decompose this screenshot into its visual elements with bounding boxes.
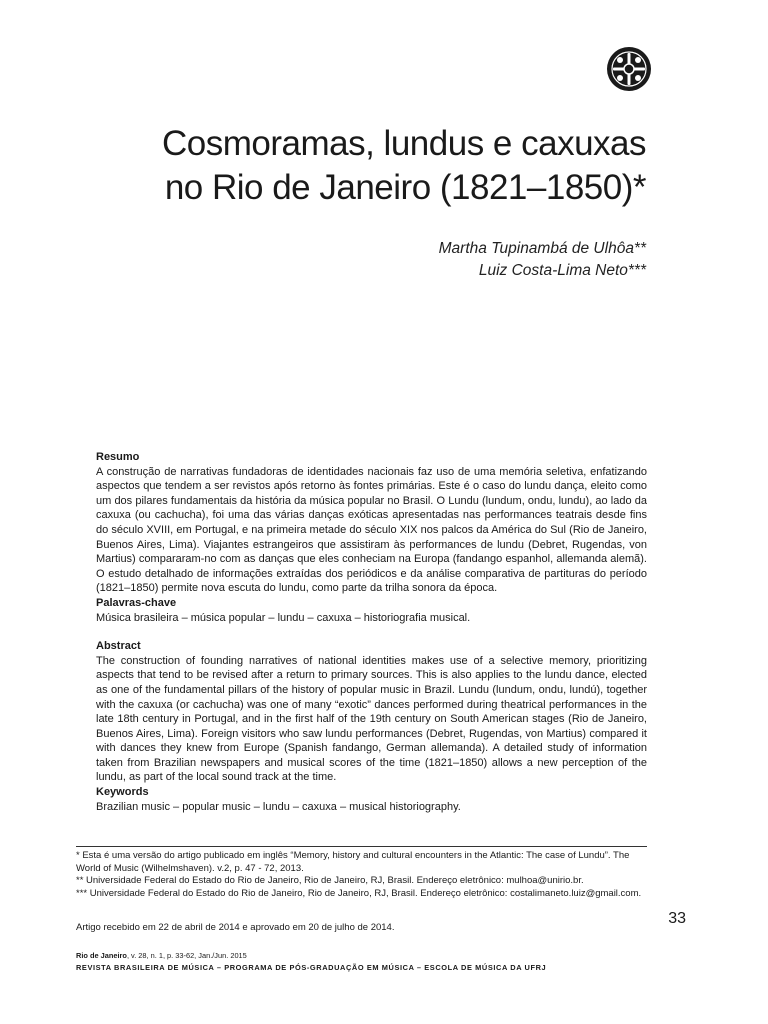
- article-title-line: Cosmoramas, lundus e caxuxas: [162, 124, 646, 163]
- palavras-chave-heading: Palavras-chave: [96, 596, 177, 609]
- abstract-heading: Abstract: [96, 640, 141, 653]
- abstract-section: [96, 450, 647, 814]
- author-name: Martha Tupinambá de Ulhôa**: [438, 240, 646, 257]
- article-title-line: no Rio de Janeiro (1821–1850)*: [164, 168, 646, 207]
- keywords-text: Brazilian music – popular music – lundu – caxuxa – musical historiography.: [96, 800, 461, 813]
- page-number: 33: [668, 910, 686, 927]
- abstract-text: The construction of founding narratives of national identities makes use of a selective memory, prioritizing aspects that tend to be revised after a return to primary sources. This is also applies to the lundu dance, elected as one of the fundamental pillars of the history of popular music in Brazil. Lundu (lundum, ondu, lundú), together with the caxuxa (or cachucha) was one of many “exotic” dances performed during theatrical performances in the late 18th century in Portugal, and in the first half of the 19th century on South American stages (Rio de Janeiro, Buenos Aires, Lima). Foreign visitors who saw lundu performances (Debret, Rugendas, von Martius) compared it with dances they knew from Europe (Spanish fandango, German allemanda). A detailed study of information taken from Brazilian newspapers and musical scores of the time (1821–1850) allows a new perception of the lundu, as part of the local sound track at the time.: [96, 654, 647, 784]
- journal-footer: [76, 950, 676, 974]
- footnote: * Esta é uma versão do artigo publicado em inglês “Memory, history and cultural encounters in the Atlantic: The case of Lundu”. The World of Music (Wilhelmshaven). v.2, p. 47 - 72, 2013.: [76, 850, 630, 874]
- footnotes: [76, 850, 647, 900]
- article-title: [86, 122, 646, 210]
- journal-emblem-icon: [606, 46, 652, 92]
- resumo-heading: Resumo: [96, 451, 140, 463]
- author-list: [439, 238, 646, 282]
- footnote: ** Universidade Federal do Estado do Rio de Janeiro, Rio de Janeiro, RJ, Brasil. Endereço eletrônico: mulhoa@unirio.br.: [76, 875, 584, 887]
- palavras-chave-text: Música brasileira – música popular – lundu – caxuxa – historiografia musical.: [96, 611, 471, 624]
- received-note: Artigo recebido em 22 de abril de 2014 e aprovado em 20 de julho de 2014.: [76, 922, 395, 933]
- journal-volume: , v. 28, n. 1, p. 33-62, Jan./Jun. 2015: [126, 951, 247, 960]
- keywords-heading: Keywords: [96, 786, 149, 799]
- journal-city: Rio de Janeiro: [76, 951, 127, 960]
- journal-citation: [76, 950, 676, 962]
- author-name: Luiz Costa-Lima Neto***: [478, 262, 646, 279]
- footnote-divider: [76, 846, 647, 847]
- journal-name: REVISTA BRASILEIRA DE MÚSICA – PROGRAMA DE PÓS-GRADUAÇÃO EM MÚSICA – ESCOLA DE MÚSICA DA UFRJ: [76, 963, 547, 972]
- footnote: *** Universidade Federal do Estado do Rio de Janeiro, Rio de Janeiro, RJ, Brasil. Endereço eletrônico: costalimaneto.luiz@gmail.com.: [76, 887, 642, 899]
- resumo-text: A construção de narrativas fundadoras de identidades nacionais faz uso de uma memória seletiva, enfatizando aspectos que tendem a ser revistos após retorno às fontes primárias. Este é o caso do lundu dança, eleito como um dos pilares fundamentais da história da música popular no Brasil. O Lundu (lundum, ondu, lundu), ao lado da caxuxa (ou cachucha), foi uma das várias danças exóticas apresentadas nas performances teatrais desde fins do século XVIII, em Portugal, e na primeira metade do século XIX nos palcos da América do Sul (Rio de Janeiro, Buenos Aires, Lima). Viajantes estrangeiros que assistiram às performances de lundu (Debret, Rugendas, von Martius) compararam-no com as danças que eles conheciam na Europa (fandango espanhol, allemanda alemã). O estudo detalhado de informações extraídas dos periódicos e da análise comparativa de partituras do período (1821–1850) permite nova escuta do lundu, como parte da trilha sonora da época.: [96, 465, 647, 595]
